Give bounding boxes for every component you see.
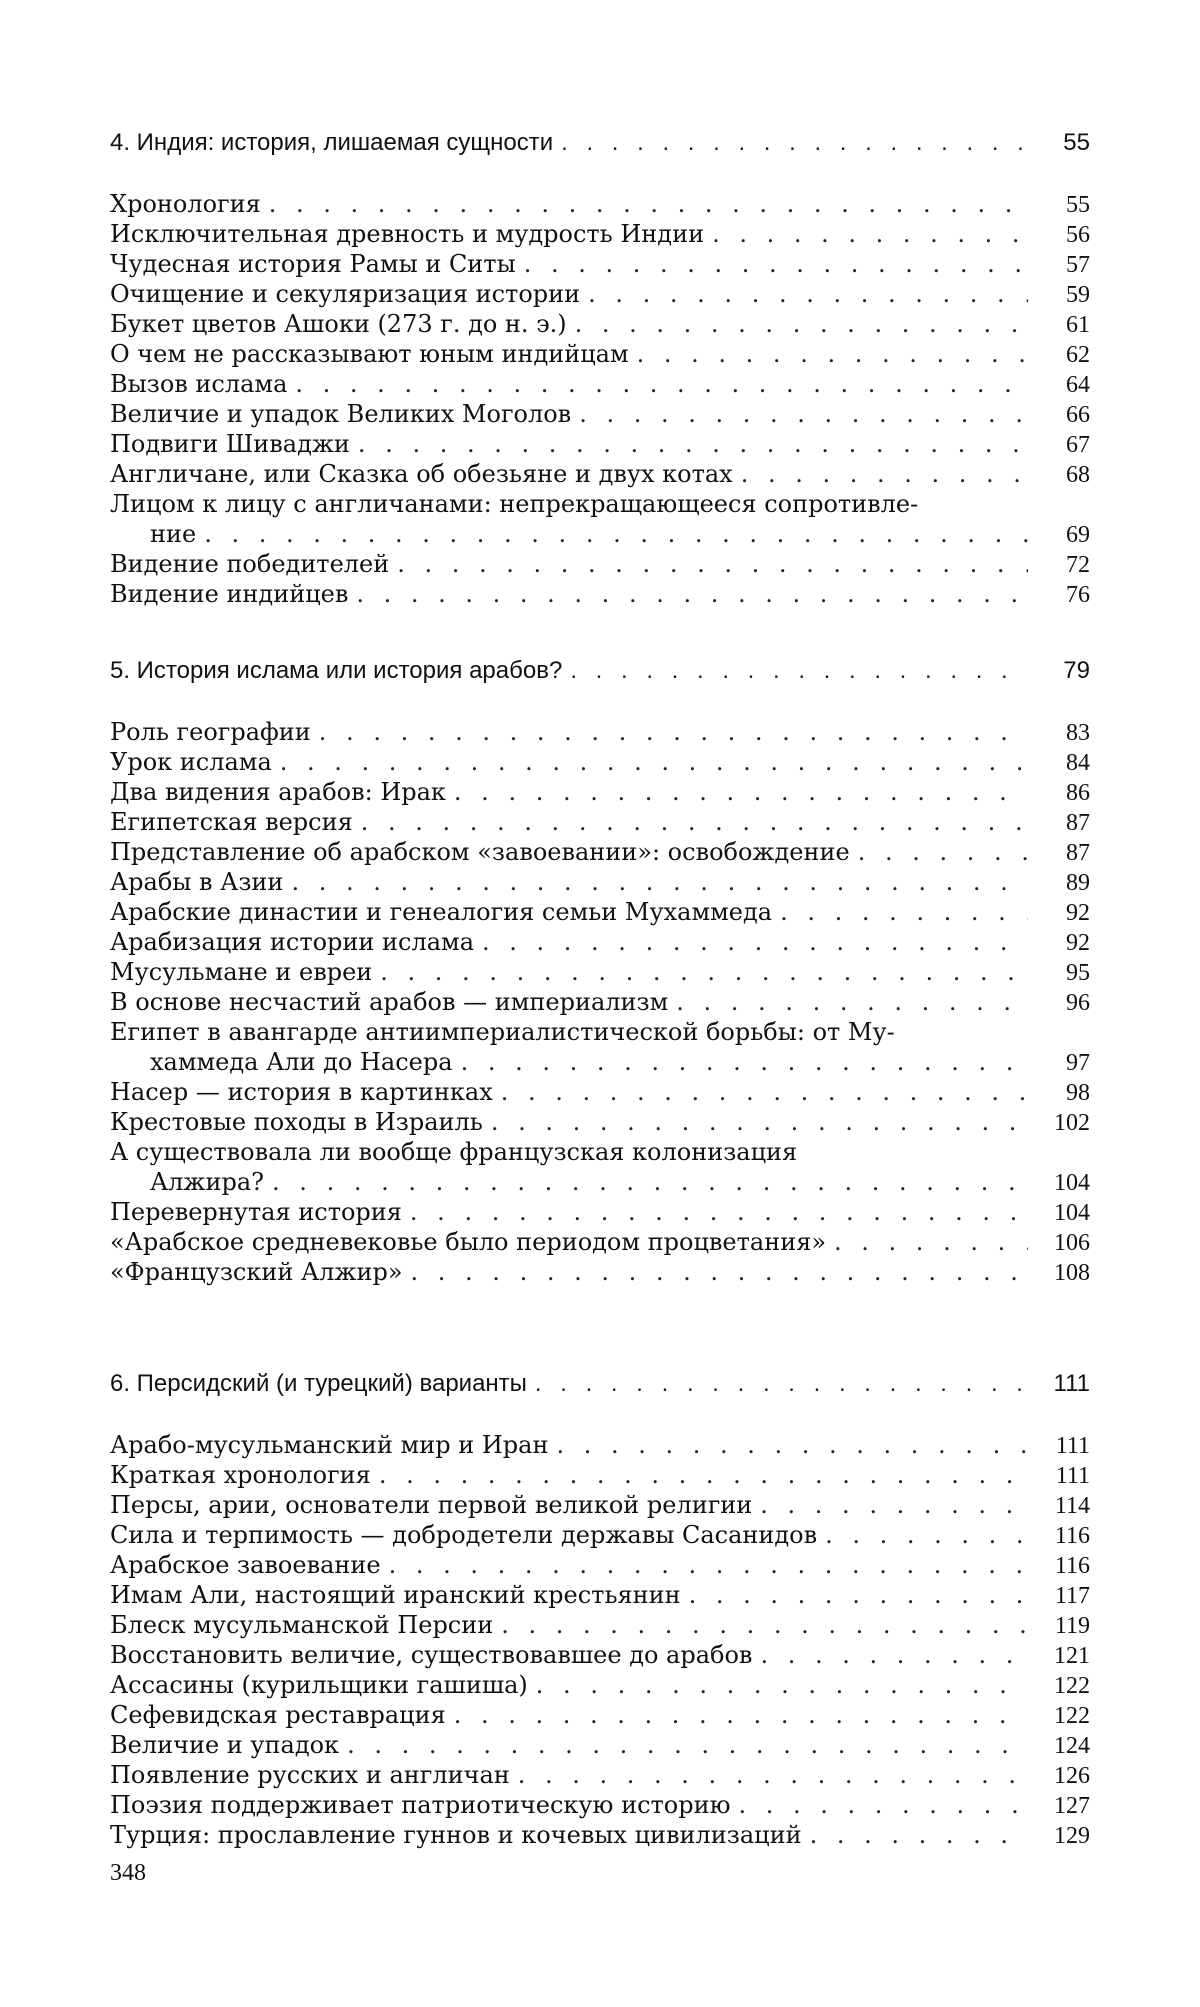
chapter-page: 79	[1063, 657, 1090, 684]
entry-title: Египетская версия	[110, 808, 353, 836]
entry-page: 92	[1066, 930, 1090, 956]
entry-page: 114	[1054, 1493, 1090, 1519]
entry-page: 97	[1066, 1050, 1090, 1076]
entry-continuation	[110, 1047, 1090, 1078]
entry-title: Хронология	[110, 190, 261, 218]
entry-title: Чудесная история Рамы и Ситы	[110, 250, 516, 278]
entry-title: Англичане, или Сказка об обезьяне и двух котах	[110, 460, 733, 488]
toc-entry	[110, 489, 1090, 549]
toc-entry	[110, 579, 1090, 609]
entry-title: Крестовые походы в Израиль	[110, 1108, 483, 1136]
entry-title: Роль географии	[110, 718, 311, 746]
entry-title: Видение индийцев	[110, 580, 349, 608]
entry-page: 106	[1054, 1230, 1090, 1256]
entry-page: 126	[1054, 1763, 1090, 1789]
dot-leader	[536, 1670, 1028, 1700]
entry-page: 95	[1066, 960, 1090, 986]
entry-title: Персы, арии, основатели первой великой религии	[110, 1491, 753, 1519]
toc-entry	[110, 1700, 1090, 1730]
dot-leader	[780, 897, 1028, 927]
toc-entry	[110, 399, 1090, 429]
dot-leader	[295, 369, 1028, 399]
entry-page: 122	[1054, 1703, 1090, 1729]
entry-title: Перевернутая история	[110, 1198, 402, 1226]
dot-leader	[588, 279, 1028, 309]
entry-page: 62	[1066, 342, 1090, 368]
entry-title: Насер — история в картинках	[110, 1078, 493, 1106]
dot-leader	[524, 249, 1028, 279]
entry-title: О чем не рассказывают юным индийцам	[110, 340, 629, 368]
dot-leader	[712, 219, 1028, 249]
entry-continuation	[110, 519, 1090, 550]
entry-title-continuation: хаммеда Али до Насера	[150, 1048, 453, 1076]
toc-entry	[110, 897, 1090, 927]
entry-title: Видение победителей	[110, 550, 390, 578]
entry-page: 98	[1066, 1080, 1090, 1106]
entry-title: Очищение и секуляризация истории	[110, 280, 581, 308]
toc-entry	[110, 1670, 1090, 1700]
entry-title: Подвиги Шиваджи	[110, 430, 350, 458]
dot-leader	[380, 957, 1028, 987]
entry-page: 55	[1066, 192, 1090, 218]
toc-entry	[110, 717, 1090, 747]
entry-page: 121	[1054, 1643, 1090, 1669]
dot-leader	[379, 1460, 1028, 1490]
dot-leader	[410, 1197, 1028, 1227]
dot-leader	[356, 579, 1028, 609]
entry-page: 87	[1066, 840, 1090, 866]
toc-entry	[110, 1077, 1090, 1107]
toc-entry	[110, 1790, 1090, 1820]
table-of-contents	[110, 128, 1090, 1850]
entry-title-continuation: Алжира?	[150, 1168, 265, 1196]
dot-leader	[482, 927, 1028, 957]
chapter-heading	[110, 128, 1090, 158]
entry-page: 57	[1066, 252, 1090, 278]
toc-entry	[110, 429, 1090, 459]
entry-title: Урок ислама	[110, 748, 272, 776]
dot-leader	[738, 1790, 1028, 1820]
toc-entry	[110, 1730, 1090, 1760]
chapter-heading	[110, 656, 1090, 686]
toc-entry	[110, 249, 1090, 279]
dot-leader	[454, 777, 1028, 807]
entry-title: «Французский Алжир»	[110, 1258, 403, 1286]
entry-page: 89	[1066, 870, 1090, 896]
entry-title-continuation: ние	[150, 520, 197, 548]
entry-continuation	[110, 1167, 1090, 1198]
dot-leader	[676, 987, 1028, 1017]
entry-page: 111	[1055, 1433, 1090, 1459]
entry-page: 129	[1054, 1823, 1090, 1849]
dot-leader	[518, 1760, 1028, 1790]
entry-title: Вызов ислама	[110, 370, 288, 398]
entry-title: Краткая хронология	[110, 1461, 371, 1489]
entry-title: Сила и терпимость — добродетели державы Сасанидов	[110, 1521, 818, 1549]
entry-page: 67	[1066, 432, 1090, 458]
toc-entry	[110, 1640, 1090, 1670]
entry-page: 102	[1054, 1110, 1090, 1136]
chapter-page: 111	[1053, 1370, 1090, 1397]
entry-page: 84	[1066, 750, 1090, 776]
toc-entry	[110, 1610, 1090, 1640]
entry-page: 116	[1054, 1523, 1090, 1549]
entry-title: Блеск мусульманской Персии	[110, 1611, 494, 1639]
entry-title: Величие и упадок Великих Моголов	[110, 400, 572, 428]
toc-entry	[110, 957, 1090, 987]
entry-title: Арабо-мусульманский мир и Иран	[110, 1431, 549, 1459]
entry-page: 108	[1054, 1260, 1090, 1286]
chapter-title: 5. История ислама или история арабов?	[110, 657, 563, 684]
dot-leader	[535, 1369, 1028, 1399]
entry-title: Букет цветов Ашоки (273 г. до н. э.)	[110, 310, 567, 338]
entry-page: 104	[1054, 1200, 1090, 1226]
toc-entry	[110, 1017, 1090, 1077]
toc-entry	[110, 189, 1090, 219]
toc-entry	[110, 279, 1090, 309]
entry-page: 64	[1066, 372, 1090, 398]
toc-entry	[110, 459, 1090, 489]
entry-page: 69	[1066, 522, 1090, 548]
entry-list	[110, 1430, 1090, 1850]
dot-leader	[397, 549, 1028, 579]
entry-title: Величие и упадок	[110, 1731, 340, 1759]
toc-entry	[110, 927, 1090, 957]
dot-leader	[834, 1227, 1028, 1257]
toc-entry	[110, 1107, 1090, 1137]
dot-leader	[347, 1730, 1028, 1760]
dot-leader	[411, 1257, 1028, 1287]
entry-title: Сефевидская реставрация	[110, 1701, 446, 1729]
entry-page: 117	[1054, 1583, 1090, 1609]
entry-page: 72	[1066, 552, 1090, 578]
chapter-heading	[110, 1369, 1090, 1399]
dot-leader	[204, 519, 1028, 549]
entry-page: 56	[1066, 222, 1090, 248]
entry-title: Ассасины (курильщики гашиша)	[110, 1671, 528, 1699]
dot-leader	[358, 429, 1028, 459]
dot-leader	[741, 459, 1028, 489]
entry-title: Лицом к лицу с англичанами: непрекращающееся сопротивле-	[110, 490, 919, 518]
toc-entry	[110, 1137, 1090, 1197]
toc-entry	[110, 369, 1090, 399]
entry-page: 111	[1055, 1463, 1090, 1489]
entry-title: Исключительная древность и мудрость Индии	[110, 220, 705, 248]
toc-entry	[110, 309, 1090, 339]
entry-title: Арабизация истории ислама	[110, 928, 475, 956]
toc-entry	[110, 1257, 1090, 1287]
dot-leader	[556, 1430, 1028, 1460]
entry-title: Поэзия поддерживает патриотическую историю	[110, 1791, 731, 1819]
entry-title: Египет в авангарде антиимпериалистической борьбы: от Му-	[110, 1018, 895, 1046]
entry-title: Мусульмане и евреи	[110, 958, 373, 986]
entry-title: А существовала ли вообще французская колонизация	[110, 1138, 798, 1166]
entry-title: Представление об арабском «завоевании»: освобождение	[110, 838, 850, 866]
entry-title: Турция: прославление гуннов и кочевых цивилизаций	[110, 1821, 802, 1849]
toc-entry	[110, 1760, 1090, 1790]
entry-list	[110, 189, 1090, 609]
toc-entry	[110, 777, 1090, 807]
dot-leader	[491, 1107, 1028, 1137]
entry-page: 86	[1066, 780, 1090, 806]
dot-leader	[501, 1610, 1028, 1640]
dot-leader	[361, 807, 1028, 837]
dot-leader	[389, 1550, 1028, 1580]
entry-title: «Арабское средневековье было периодом процветания»	[110, 1228, 827, 1256]
dot-leader	[637, 339, 1028, 369]
section-spacer	[110, 1287, 1090, 1369]
dot-leader	[579, 399, 1028, 429]
dot-leader	[454, 1700, 1028, 1730]
entry-title: Восстановить величие, существовавшее до арабов	[110, 1641, 753, 1669]
entry-page: 59	[1066, 282, 1090, 308]
entry-title: Появление русских и англичан	[110, 1761, 510, 1789]
entry-page: 96	[1066, 990, 1090, 1016]
entry-title: Арабы в Азии	[110, 868, 284, 896]
entry-page: 127	[1054, 1793, 1090, 1819]
toc-entry	[110, 867, 1090, 897]
entry-page: 124	[1054, 1733, 1090, 1759]
toc-entry	[110, 1227, 1090, 1257]
toc-entry	[110, 747, 1090, 777]
dot-leader	[570, 656, 1028, 686]
toc-entry	[110, 1580, 1090, 1610]
dot-leader	[760, 1640, 1028, 1670]
dot-leader	[760, 1490, 1028, 1520]
entry-title: Арабские династии и генеалогия семьи Мухаммеда	[110, 898, 773, 926]
dot-leader	[272, 1167, 1028, 1197]
toc-entry	[110, 807, 1090, 837]
entry-list	[110, 717, 1090, 1287]
entry-page: 76	[1066, 582, 1090, 608]
chapter-title: 4. Индия: история, лишаемая сущности	[110, 129, 554, 156]
entry-page: 68	[1066, 462, 1090, 488]
entry-page: 87	[1066, 810, 1090, 836]
dot-leader	[858, 837, 1028, 867]
dot-leader	[501, 1077, 1028, 1107]
entry-page: 104	[1054, 1170, 1090, 1196]
dot-leader	[269, 189, 1028, 219]
entry-page: 119	[1054, 1613, 1090, 1639]
dot-leader	[291, 867, 1028, 897]
dot-leader	[689, 1580, 1028, 1610]
dot-leader	[461, 1047, 1028, 1077]
dot-leader	[810, 1820, 1028, 1850]
toc-entry	[110, 837, 1090, 867]
page-number: 348	[110, 1860, 146, 1886]
entry-page: 92	[1066, 900, 1090, 926]
section-spacer	[110, 609, 1090, 656]
entry-page: 122	[1054, 1673, 1090, 1699]
toc-entry	[110, 1490, 1090, 1520]
dot-leader	[280, 747, 1028, 777]
toc-entry	[110, 1520, 1090, 1550]
toc-entry	[110, 1197, 1090, 1227]
entry-page: 83	[1066, 720, 1090, 746]
entry-title: Арабское завоевание	[110, 1551, 381, 1579]
entry-page: 66	[1066, 402, 1090, 428]
toc-entry	[110, 987, 1090, 1017]
toc-entry	[110, 1430, 1090, 1460]
entry-page: 61	[1066, 312, 1090, 338]
entry-page: 116	[1054, 1553, 1090, 1579]
entry-title: В основе несчастий арабов — империализм	[110, 988, 669, 1016]
dot-leader	[319, 717, 1028, 747]
toc-entry	[110, 1550, 1090, 1580]
entry-title: Два видения арабов: Ирак	[110, 778, 446, 806]
dot-leader	[561, 128, 1028, 158]
chapter-page: 55	[1063, 129, 1090, 156]
dot-leader	[575, 309, 1028, 339]
chapter-title: 6. Персидский (и турецкий) варианты	[110, 1370, 527, 1397]
toc-entry	[110, 1460, 1090, 1490]
entry-title: Имам Али, настоящий иранский крестьянин	[110, 1581, 681, 1609]
toc-entry	[110, 1820, 1090, 1850]
toc-entry	[110, 339, 1090, 369]
toc-entry	[110, 549, 1090, 579]
dot-leader	[825, 1520, 1028, 1550]
toc-entry	[110, 219, 1090, 249]
